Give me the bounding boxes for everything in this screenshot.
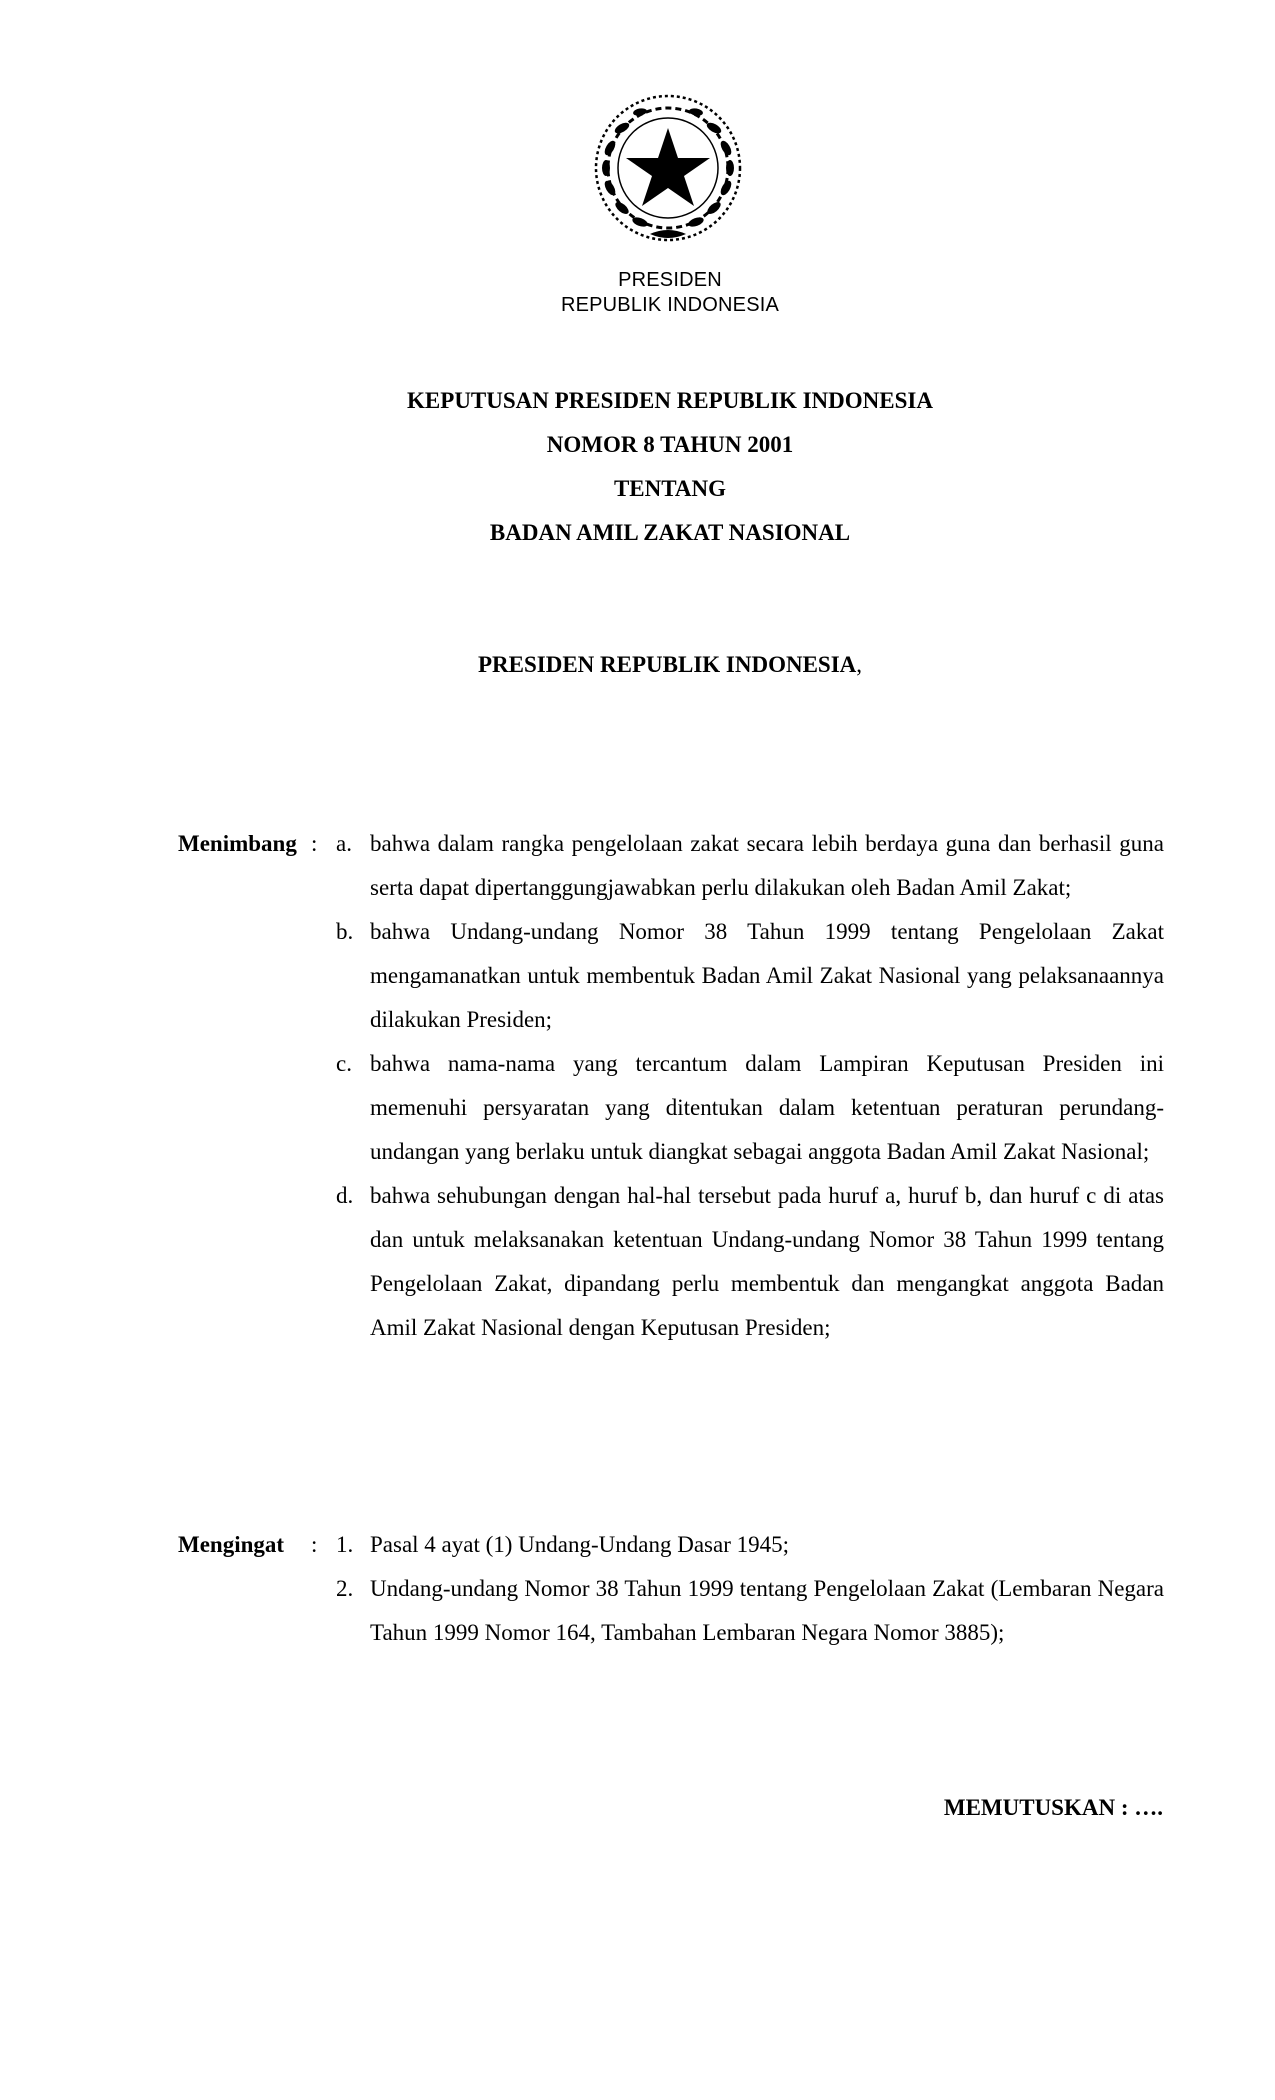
menimbang-item-marker: d. [336, 1183, 354, 1208]
mengingat-list [336, 1523, 1164, 1655]
issuer-heading [0, 652, 1275, 678]
mengingat-colon: : [311, 1532, 318, 1557]
menimbang-item-marker: b. [336, 919, 354, 944]
menimbang-label: Menimbang [178, 831, 297, 856]
mengingat-item-marker: 1. [336, 1532, 354, 1557]
seal-caption-republic: REPUBLIK INDONESIA [560, 294, 780, 316]
menimbang-item-text: bahwa Undang-undang Nomor 38 Tahun 1999 tentang Pengelolaan Zakat mengamanatkan untuk membentuk Badan Amil Zakat Nasional yang pelaksanaannya dilakukan Presiden; [370, 919, 1164, 1032]
menimbang-item [336, 1042, 1164, 1174]
menimbang-list [336, 822, 1164, 1350]
decree-subject: BADAN AMIL ZAKAT NASIONAL [489, 520, 851, 545]
menimbang-item-marker: a. [336, 831, 352, 856]
mengingat-item [336, 1567, 1164, 1655]
memutuskan-heading: MEMUTUSKAN : …. [943, 1795, 1163, 1820]
issuer-comma: , [856, 652, 863, 677]
mengingat-item-marker: 2. [336, 1576, 354, 1601]
mengingat-label: Mengingat [178, 1532, 285, 1557]
menimbang-item [336, 822, 1164, 910]
mengingat-item-text: Undang-undang Nomor 38 Tahun 1999 tentang Pengelolaan Zakat (Lembaran Negara Tahun 1999 Nomor 164, Tambahan Lembaran Negara Nomor 3885); [370, 1576, 1164, 1645]
menimbang-item-text: bahwa sehubungan dengan hal-hal tersebut pada huruf a, huruf b, dan huruf c di atas dan untuk melaksanakan ketentuan Undang-undang Nomor 38 Tahun 1999 tentang Pengelolaan Zakat, dipandang perlu membentuk dan mengangkat anggota Badan Amil Zakat Nasional dengan Keputusan Presiden; [370, 1183, 1164, 1340]
seal-caption-president: PRESIDEN [618, 269, 722, 291]
menimbang-item [336, 1174, 1164, 1350]
mengingat-item [336, 1523, 1164, 1567]
menimbang-colon: : [311, 831, 318, 856]
menimbang-item-marker: c. [336, 1051, 352, 1076]
decree-number: NOMOR 8 TAHUN 2001 [546, 432, 794, 457]
decree-title: KEPUTUSAN PRESIDEN REPUBLIK INDONESIA [407, 388, 933, 413]
menimbang-item [336, 910, 1164, 1042]
menimbang-item-text: bahwa nama-nama yang tercantum dalam Lampiran Keputusan Presiden ini memenuhi persyaratan yang ditentukan dalam ketentuan peraturan perundang-undangan yang berlaku untuk diangkat sebagai anggota Badan Amil Zakat Nasional; [370, 1051, 1164, 1164]
issuer-name: PRESIDEN REPUBLIK INDONESIA [477, 652, 857, 677]
decree-about: TENTANG [613, 476, 727, 501]
presidential-seal-icon [586, 88, 750, 252]
mengingat-item-text: Pasal 4 ayat (1) Undang-Undang Dasar 1945; [370, 1532, 789, 1557]
menimbang-item-text: bahwa dalam rangka pengelolaan zakat secara lebih berdaya guna dan berhasil guna serta dapat dipertanggungjawabkan perlu dilakukan oleh Badan Amil Zakat; [370, 831, 1164, 900]
